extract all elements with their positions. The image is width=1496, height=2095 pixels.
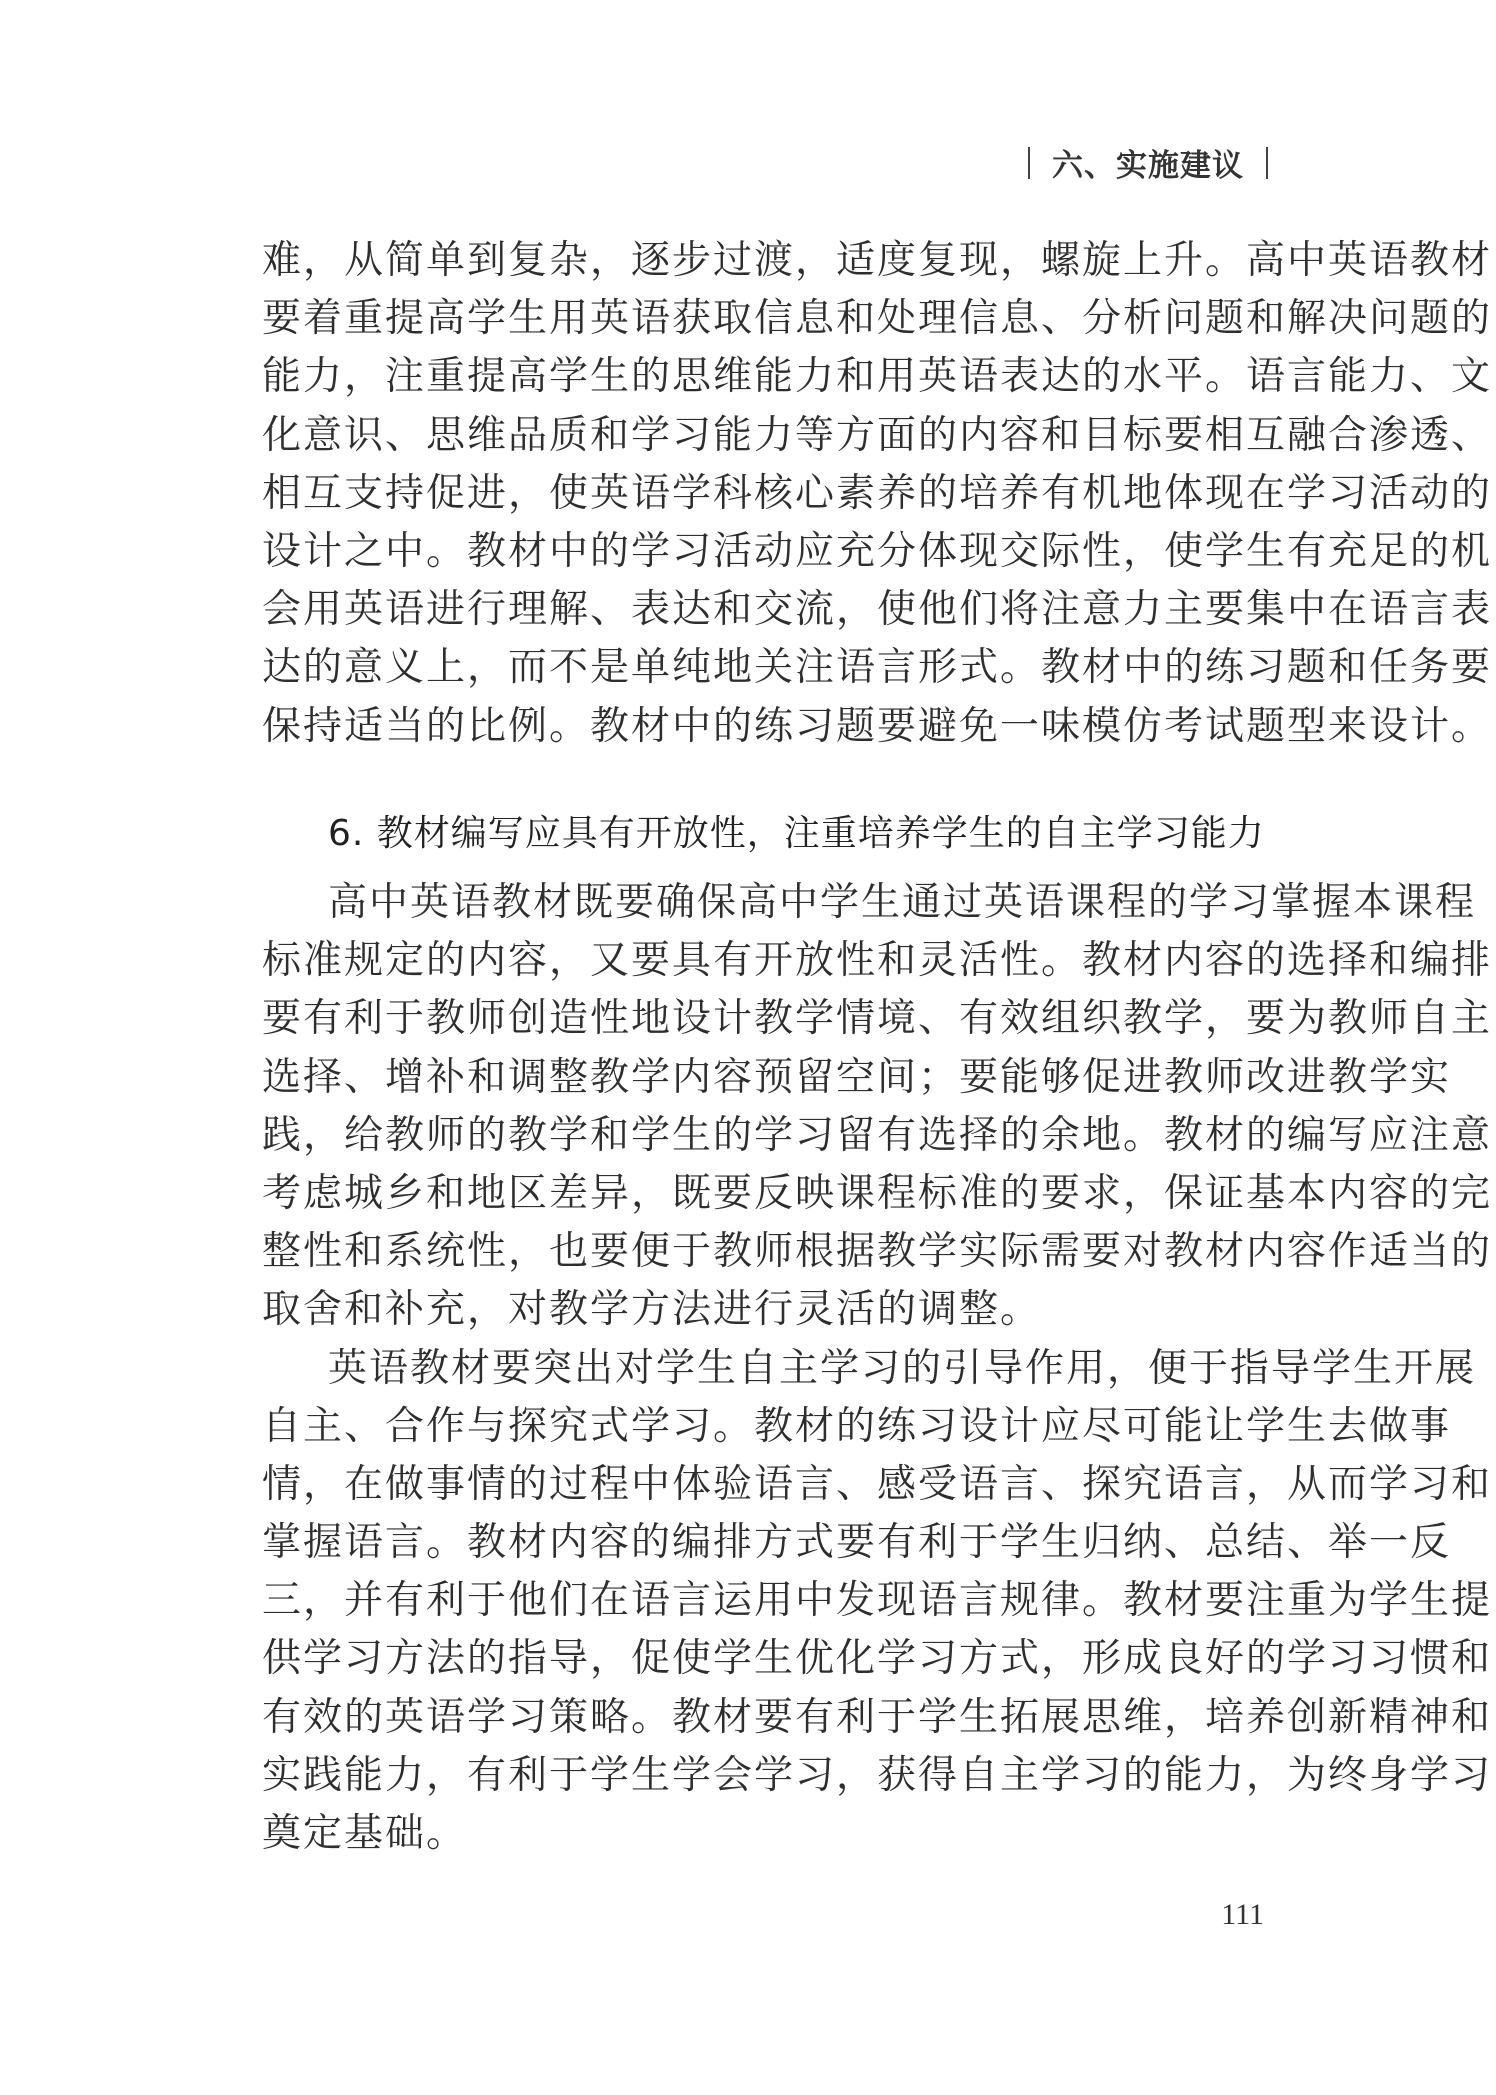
text-line: 要有利于教师创造性地设计教学情境、有效组织教学，要为教师自主 [262,996,1493,1042]
text-line: 高中英语教材既要确保高中学生通过英语课程的学习掌握本课程 [328,880,1477,925]
text-line: 会用英语进行理解、表达和交流，使他们将注意力主要集中在语言表 [262,587,1493,633]
paragraph-2 [262,1340,1493,1864]
text-line: 践，给教师的教学和学生的学习留有选择的余地。教材的编写应注意 [262,1112,1493,1158]
section-title: 六、实施建议 [1052,148,1244,184]
text-line: 奠定基础。 [262,1811,468,1856]
text-line: 化意识、思维品质和学习能力等方面的内容和目标要相互融合渗透、 [262,412,1493,458]
page-number: 111 [1221,1898,1264,1931]
text-line: 三，并有利于他们在语言运用中发现语言规律。教材要注重为学生提 [262,1578,1493,1624]
running-header [1028,140,1268,185]
text-line: 整性和系统性，也要便于教师根据教学实际需要对教材内容作适当的 [262,1229,1493,1275]
text-line: 难，从简单到复杂，逐步过渡，适度复现，螺旋上升。高中英语教材 [262,238,1493,283]
text-line: 取舍和补充，对教学方法进行灵活的调整。 [262,1287,1042,1333]
text-line: 标准规定的内容，又要具有开放性和灵活性。教材内容的选择和编排 [262,938,1493,984]
header-divider-right [1266,147,1268,179]
text-line: 自主、合作与探究式学习。教材的练习设计应尽可能让学生去做事 [262,1403,1452,1449]
text-line: 相互支持促进，使英语学科核心素养的培养有机地体现在学习活动的 [262,470,1493,516]
body-paragraphs [262,874,1493,1863]
section-heading: 6. 教材编写应具有开放性，注重培养学生的自主学习能力 [328,813,1265,854]
text-line: 要着重提高学生用英语获取信息和处理信息、分析问题和解决问题的 [262,296,1493,342]
continuation-paragraph [262,232,1493,756]
text-line: 有效的英语学习策略。教材要有利于学生拓展思维，培养创新精神和 [262,1694,1493,1740]
text-line: 达的意义上，而不是单纯地关注语言形式。教材中的练习题和任务要 [262,645,1493,691]
text-line: 设计之中。教材中的学习活动应充分体现交际性，使学生有充足的机 [262,528,1493,574]
text-line: 选择、增补和调整教学内容预留空间；要能够促进教师改进教学实 [262,1054,1452,1100]
text-line: 掌握语言。教材内容的编排方式要有利于学生归纳、总结、举一反 [262,1520,1452,1566]
text-line: 供学习方法的指导，促使学生优化学习方式，形成良好的学习习惯和 [262,1636,1493,1682]
text-line: 能力，注重提高学生的思维能力和用英语表达的水平。语言能力、文 [262,354,1493,400]
text-line: 实践能力，有利于学生学会学习，获得自主学习的能力，为终身学习 [262,1752,1493,1798]
text-line: 英语教材要突出对学生自主学习的引导作用，便于指导学生开展 [328,1345,1477,1391]
header-divider-left [1028,147,1030,179]
paragraph-1 [262,874,1493,1340]
text-line: 考虑城乡和地区差异，既要反映课程标准的要求，保证基本内容的完 [262,1170,1493,1216]
text-line: 情，在做事情的过程中体验语言、感受语言、探究语言，从而学习和 [262,1461,1493,1507]
text-line: 保持适当的比例。教材中的练习题要避免一味模仿考试题型来设计。 [262,703,1493,749]
